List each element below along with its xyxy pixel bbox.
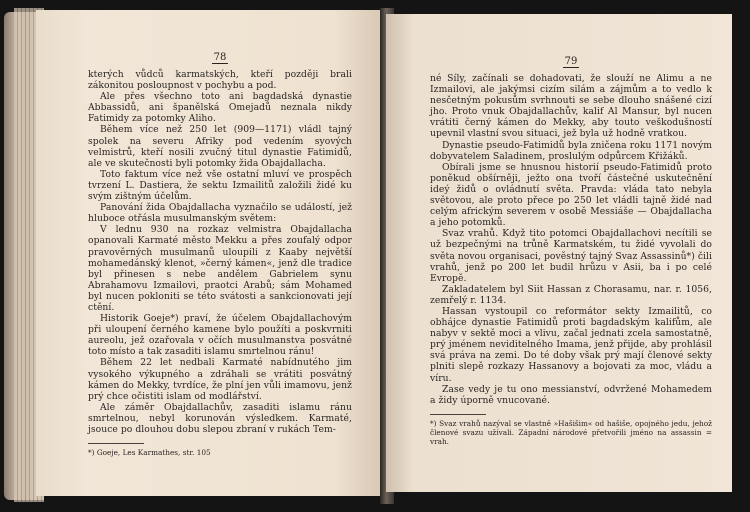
- paragraph: Zakladatelem byl Siit Hassan z Chorasamu, nar. r. 1056, zemřelý r. 1134.: [430, 283, 712, 306]
- paragraph: Zase vedy je tu ono messianství, odvržené Mohamedem a židy úporně vnucované.: [430, 383, 712, 406]
- paragraph: Dynastie pseudo-Fatimidů byla zničena roku 1171 novým dobyvatelem Saladinem, proslulým odpůrcem Křižáků.: [430, 139, 712, 162]
- paragraph: Během 22 let nedbali Karmaté nabídnutého jim vysokého výkupného a zdráhali se vrátiti posvátný kámen do Mekky, tvrdíce, že plní jen vůli imamovu, jenž prý chce očistiti islam od modlářství.: [88, 357, 352, 402]
- paragraph: Panování žida Obajdallacha vyznačilo se událostí, jež hluboce otřásla musulmanským světem:: [88, 202, 352, 225]
- paragraph: né Síly, začínali se dohadovati, že slouží ne Alimu a ne Izmailovi, ale jakýmsi cizím silám a zájmům a to vedlo k nesčetným pokusům svrhnouti se sebe dlouho snášené cizí jho. Proto vnuk Obajdallachův, kalif Al Mansur, byl nucen vrátiti černý kámen do Mekky, aby touto veškodušností upevnil vlastní svou situaci, jež byla už hodně vratkou.: [430, 73, 712, 140]
- right-page-body: [430, 73, 712, 406]
- paragraph: Během více než 250 let (909—1171) vládl tajný spolek na severu Afriky pod vedením syových velmistrů, kteří nosili zvučný titul dynastie Fatimidů, ale ve skutečnosti byli potomky žida Obajdallacha.: [88, 124, 352, 169]
- left-page: [36, 10, 386, 496]
- paragraph: Ale přes všechno toto ani bagdadská dynastie Abbassidů, ani španělská Omejadů neznala nikdy Fatimidy za potomky Aliho.: [88, 91, 352, 125]
- left-page-body: [88, 69, 352, 435]
- footnote-divider: [430, 414, 486, 415]
- paragraph: Historik Goeje*) praví, že účelem Obajdallachovým při uloupení černého kamene bylo použíti a poskvrniti aureolu, jež ozařovala v očích musulmanstva posvátné toto místo a tak zasaditi islamu smrtelnou ránu!: [88, 313, 352, 358]
- footnote: *) Svaz vrahů nazýval se vlastně »Hašišim« od hašiše, opojného jedu, jehož členové svazu užívali. Západní národové přetvořili jméno na assassin = vrah.: [430, 418, 712, 446]
- paragraph: Svaz vrahů. Když tito potomci Obajdallachovi necítili se už bezpečnými na trůně Karmatském, tu židé vyvolali do světa novou organisaci, pověstný tajný Svaz Assassinů*) čili vrahů, jenž po 200 let budil hrůzu v Asii, ba i po celé Evropě.: [430, 228, 712, 284]
- paragraph: kterých vůdců karmatských, kteří později brali zákonitou posloupnost v pochybu a pod.: [88, 69, 352, 92]
- footnote-divider: [88, 443, 144, 444]
- right-page: [386, 14, 732, 492]
- paragraph: Hassan vystoupil co reformátor sekty Izmailitů, co obhájce dynastie Fatimidů proti bagdadským kalifům, ale nabyv v sektě moci a vlivu, začal jednati zcela samostatně, prý jménem neviditelného Imama, jenž přijde, aby prohlásil svá práva na zemi. Do té doby však prý mají členové sekty plniti slepě rozkazy Hassanovy a bojovati za moc, vládu a víru.: [430, 305, 712, 384]
- footnote: *) Goeje, Les Karmathes, str. 105: [88, 448, 211, 458]
- paragraph: V lednu 930 na rozkaz velmistra Obajdallacha opanovali Karmaté město Mekku a přes zoufalý odpor pravověrných musulmanů uloupili z Kaaby největší mohamedánský klenot, »černý kámen«, jenž dle tradice byl přinesen s nebe andělem Gabrielem synu Abrahamovu Izmailovi, praotci Arabů; sám Mohamed byl nucen pokloniti se této svátosti a sankcionovati její ctění.: [88, 224, 352, 313]
- page-number: 78: [213, 52, 227, 63]
- page-number: 79: [564, 56, 578, 67]
- paragraph: Ale záměr Obajdallachův, zasaditi islamu ránu smrtelnou, nebyl korunován výsledkem. Karmaté, jsouce po dlouhou dobu slepou zbraní v rukách Tem-: [88, 401, 352, 435]
- paragraph: Toto faktum více než vše ostatní mluví ve prospěch tvrzení L. Dastiera, že sektu Izmailitů založili židé ku svým zištným účelům.: [88, 168, 352, 203]
- paragraph: Obírali jsme se hnusnou historií pseudo-Fatimidů proto poněkud obšírněji, ježto ona tvoří částečné uskutečnění ideý židů o ovládnutí světa. Pravda: vláda tato nebyla světovou, ale proto přece po 250 let vládli tajně židé nad celým africkým severem v osobě Messiáše — Obajdallacha a jeho potomků.: [430, 161, 712, 229]
